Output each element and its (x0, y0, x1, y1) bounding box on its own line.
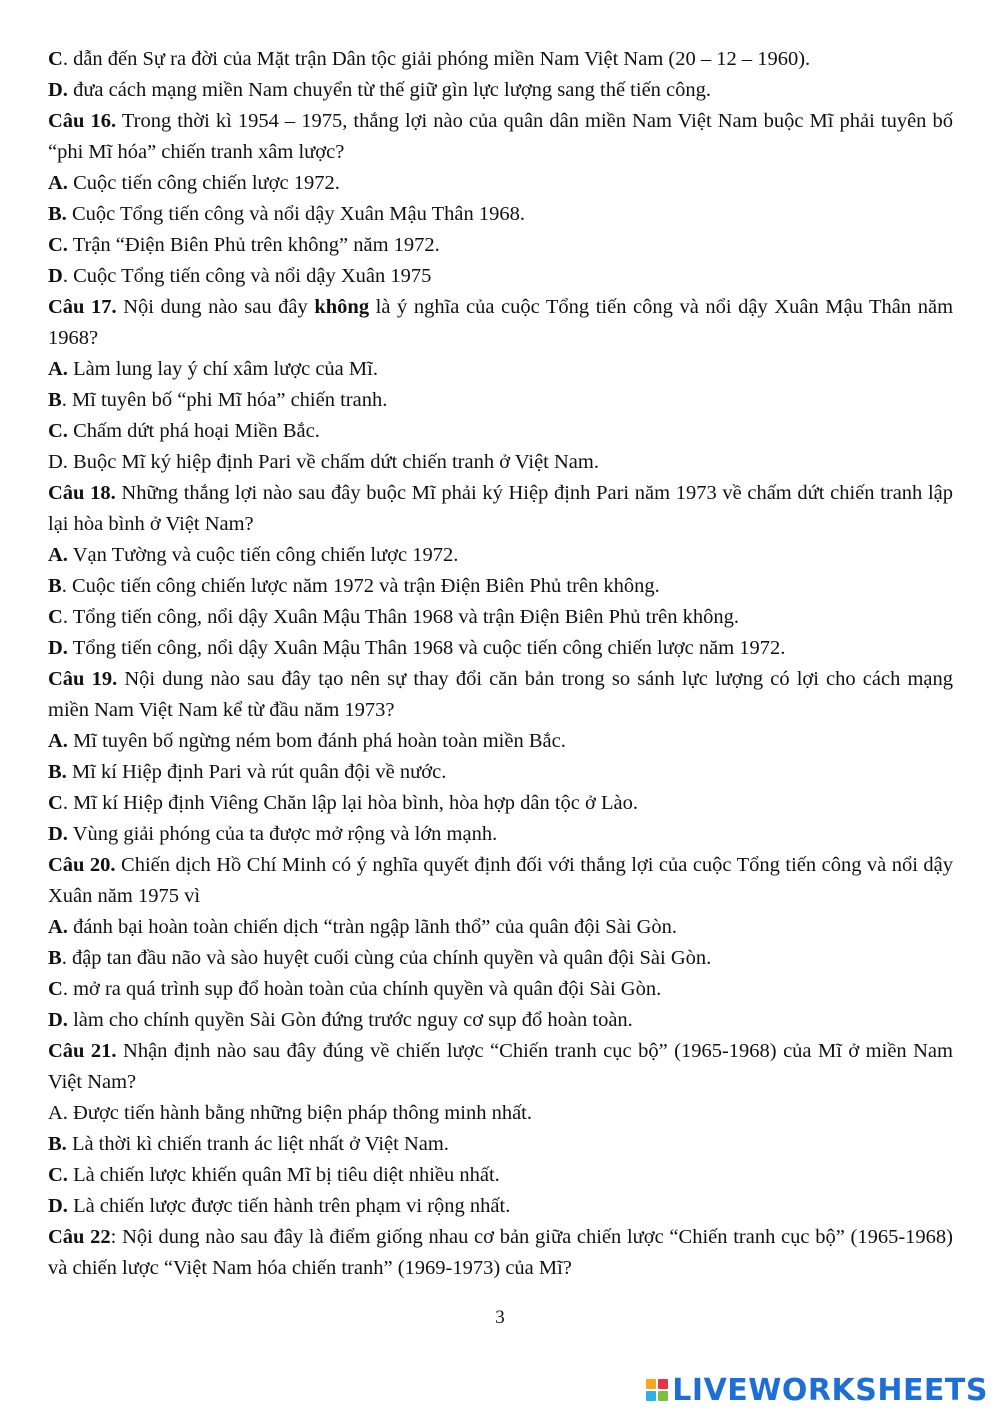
option-label: D. (48, 1195, 68, 1217)
option-label: C (48, 606, 63, 628)
worksheet-page (48, 44, 953, 1284)
answer-option (48, 1160, 953, 1191)
liveworksheets-logo-icon (646, 1379, 668, 1401)
line-text: D. Buộc Mĩ ký hiệp định Pari về chấm dứt chiến tranh ở Việt Nam. (48, 451, 599, 473)
line-text: Vạn Tường và cuộc tiến công chiến lược 1972. (72, 544, 459, 566)
line-text: Là thời kì chiến tranh ác liệt nhất ở Việt Nam. (71, 1133, 449, 1155)
line-text: Chấm dứt phá hoại Miền Bắc. (73, 420, 320, 442)
option-label: B (48, 575, 62, 597)
line-text: Mĩ kí Hiệp định Pari và rút quân đội về nước. (71, 761, 447, 783)
option-label: A. (48, 916, 68, 938)
answer-option (48, 75, 953, 106)
answer-option (48, 633, 953, 664)
line-text: Tổng tiến công, nổi dậy Xuân Mậu Thân 1968 và trận Điện Biên Phủ trên không. (72, 606, 740, 628)
answer-option (48, 1098, 953, 1129)
line-text: Là chiến lược được tiến hành trên phạm vi rộng nhất. (73, 1195, 511, 1217)
line-text: Cuộc tiến công chiến lược 1972. (73, 172, 340, 194)
option-label: B. (48, 761, 67, 783)
line-text: Là chiến lược khiến quân Mĩ bị tiêu diệt nhiều nhất. (73, 1164, 500, 1186)
answer-option (48, 819, 953, 850)
logo-square-1 (646, 1379, 656, 1389)
label-separator: : (110, 1226, 123, 1248)
answer-option (48, 571, 953, 602)
line-text: Làm lung lay ý chí xâm lược của Mĩ. (73, 358, 378, 380)
option-label: A. (48, 544, 68, 566)
answer-option (48, 1005, 953, 1036)
question-text (48, 478, 953, 540)
option-label: B. (48, 203, 67, 225)
answer-option (48, 1129, 953, 1160)
answer-option (48, 261, 953, 292)
answer-option (48, 540, 953, 571)
question-number: Câu 20. (48, 854, 116, 876)
line-text-after: là ý nghĩa của cuộc Tổng tiến công và nổi dậy Xuân Mậu Thân năm 1968? (48, 296, 954, 349)
question-text (48, 664, 953, 726)
line-text: Mĩ tuyên bố “phi Mĩ hóa” chiến tranh. (71, 389, 388, 411)
question-number: Câu 22 (48, 1226, 111, 1248)
answer-option (48, 788, 953, 819)
question-text (48, 1222, 953, 1284)
answer-option (48, 726, 953, 757)
answer-option (48, 199, 953, 230)
label-separator: . (61, 389, 72, 411)
answer-option (48, 44, 953, 75)
option-label: A. (48, 358, 68, 380)
question-text (48, 850, 953, 912)
answer-option (48, 1191, 953, 1222)
answer-option (48, 447, 953, 478)
label-separator: . (62, 606, 73, 628)
line-text: Trong thời kì 1954 – 1975, thắng lợi nào của quân dân miền Nam Việt Nam buộc Mĩ phải tuyên bố “phi Mĩ hóa” chiến tranh xâm lược? (48, 110, 953, 163)
option-label: C (48, 48, 63, 70)
question-number: Câu 18. (48, 482, 116, 504)
line-text: Mĩ kí Hiệp định Viêng Chăn lập lại hòa bình, hòa hợp dân tộc ở Lào. (73, 792, 638, 814)
answer-option (48, 912, 953, 943)
option-label: D. (48, 637, 68, 659)
line-text: Cuộc Tổng tiến công và nổi dậy Xuân Mậu Thân 1968. (71, 203, 525, 225)
question-number: Câu 17. (48, 296, 117, 318)
option-label: D. (48, 1009, 68, 1031)
line-text: Nội dung nào sau đây là điểm giống nhau cơ bản giữa chiến lược “Chiến tranh cục bộ” (1965-1968) và chiến lược “Việt Nam hóa chiến tranh” (1969-1973) của Mĩ? (48, 1226, 953, 1279)
option-label: D (48, 265, 63, 287)
label-separator: . (62, 978, 74, 1000)
line-text: Vùng giải phóng của ta được mở rộng và lớn mạnh. (72, 823, 498, 845)
liveworksheets-wordmark: LIVEWORKSHEETS (672, 1372, 988, 1408)
line-text: Nội dung nào sau đây (123, 296, 308, 318)
line-text: đập tan đầu não và sào huyệt cuối cùng của chính quyền và quân đội Sài Gòn. (71, 947, 712, 969)
line-text: A. Được tiến hành bằng những biện pháp thông minh nhất. (48, 1102, 532, 1124)
option-label: C (48, 792, 63, 814)
emphasis-word: không (314, 296, 370, 318)
option-label: C. (48, 234, 68, 256)
label-separator: . (62, 792, 74, 814)
answer-option (48, 416, 953, 447)
question-number: Câu 21. (48, 1040, 117, 1062)
label-separator: . (62, 48, 74, 70)
question-text (48, 292, 953, 354)
line-text: Nội dung nào sau đây tạo nên sự thay đổi căn bản trong so sánh lực lượng có lợi cho cách mạng miền Nam Việt Nam kể từ đầu năm 1973? (48, 668, 953, 721)
label-separator: . (62, 265, 74, 287)
line-text: dẫn đến Sự ra đời của Mặt trận Dân tộc giải phóng miền Nam Việt Nam (20 – 12 – 1960). (73, 48, 811, 70)
answer-option (48, 230, 953, 261)
label-separator: . (61, 947, 72, 969)
line-text: làm cho chính quyền Sài Gòn đứng trước nguy cơ sụp đổ hoàn toàn. (73, 1009, 633, 1031)
line-text: Cuộc Tổng tiến công và nổi dậy Xuân 1975 (73, 265, 432, 287)
line-text: mở ra quá trình sụp đổ hoàn toàn của chính quyền và quân đội Sài Gòn. (73, 978, 662, 1000)
question-text (48, 1036, 953, 1098)
option-label: D. (48, 823, 68, 845)
answer-option (48, 602, 953, 633)
option-label: B. (48, 1133, 67, 1155)
line-text: Trận “Điện Biên Phủ trên không” năm 1972. (72, 234, 440, 256)
option-label: A. (48, 172, 68, 194)
question-number: Câu 16. (48, 110, 117, 132)
logo-square-3 (646, 1391, 656, 1401)
label-separator: . (61, 575, 72, 597)
option-label: B (48, 947, 62, 969)
option-label: C. (48, 420, 68, 442)
line-text: Những thắng lợi nào sau đây buộc Mĩ phải ký Hiệp định Pari năm 1973 về chấm dứt chiến tranh lập lại hòa bình ở Việt Nam? (48, 482, 953, 535)
line-text: Nhận định nào sau đây đúng về chiến lược “Chiến tranh cục bộ” (1965-1968) của Mĩ ở miền Nam Việt Nam? (48, 1040, 953, 1093)
answer-option (48, 757, 953, 788)
option-label: B (48, 389, 62, 411)
answer-option (48, 354, 953, 385)
question-number: Câu 19. (48, 668, 118, 690)
liveworksheets-brand[interactable] (646, 1373, 988, 1407)
logo-square-4 (658, 1391, 668, 1401)
answer-option (48, 943, 953, 974)
answer-option (48, 168, 953, 199)
line-text: đánh bại hoàn toàn chiến dịch “tràn ngập lãnh thổ” của quân đội Sài Gòn. (73, 916, 678, 938)
line-text: Cuộc tiến công chiến lược năm 1972 và trận Điện Biên Phủ trên không. (71, 575, 660, 597)
logo-square-2 (658, 1379, 668, 1389)
question-text (48, 106, 953, 168)
line-text: Tổng tiến công, nổi dậy Xuân Mậu Thân 1968 và cuộc tiến công chiến lược năm 1972. (72, 637, 786, 659)
line-text: Mĩ tuyên bố ngừng ném bom đánh phá hoàn toàn miền Bắc. (73, 730, 566, 752)
option-label: C (48, 978, 63, 1000)
answer-option (48, 974, 953, 1005)
line-text: đưa cách mạng miền Nam chuyển từ thế giữ gìn lực lượng sang thế tiến công. (73, 79, 712, 101)
answer-option (48, 385, 953, 416)
line-text: Chiến dịch Hồ Chí Minh có ý nghĩa quyết định đối với thắng lợi của cuộc Tổng tiến công và nổi dậy Xuân năm 1975 vì (48, 854, 954, 907)
option-label: C. (48, 1164, 68, 1186)
option-label: A. (48, 730, 68, 752)
option-label: D. (48, 79, 68, 101)
page-number: 3 (495, 1307, 505, 1328)
